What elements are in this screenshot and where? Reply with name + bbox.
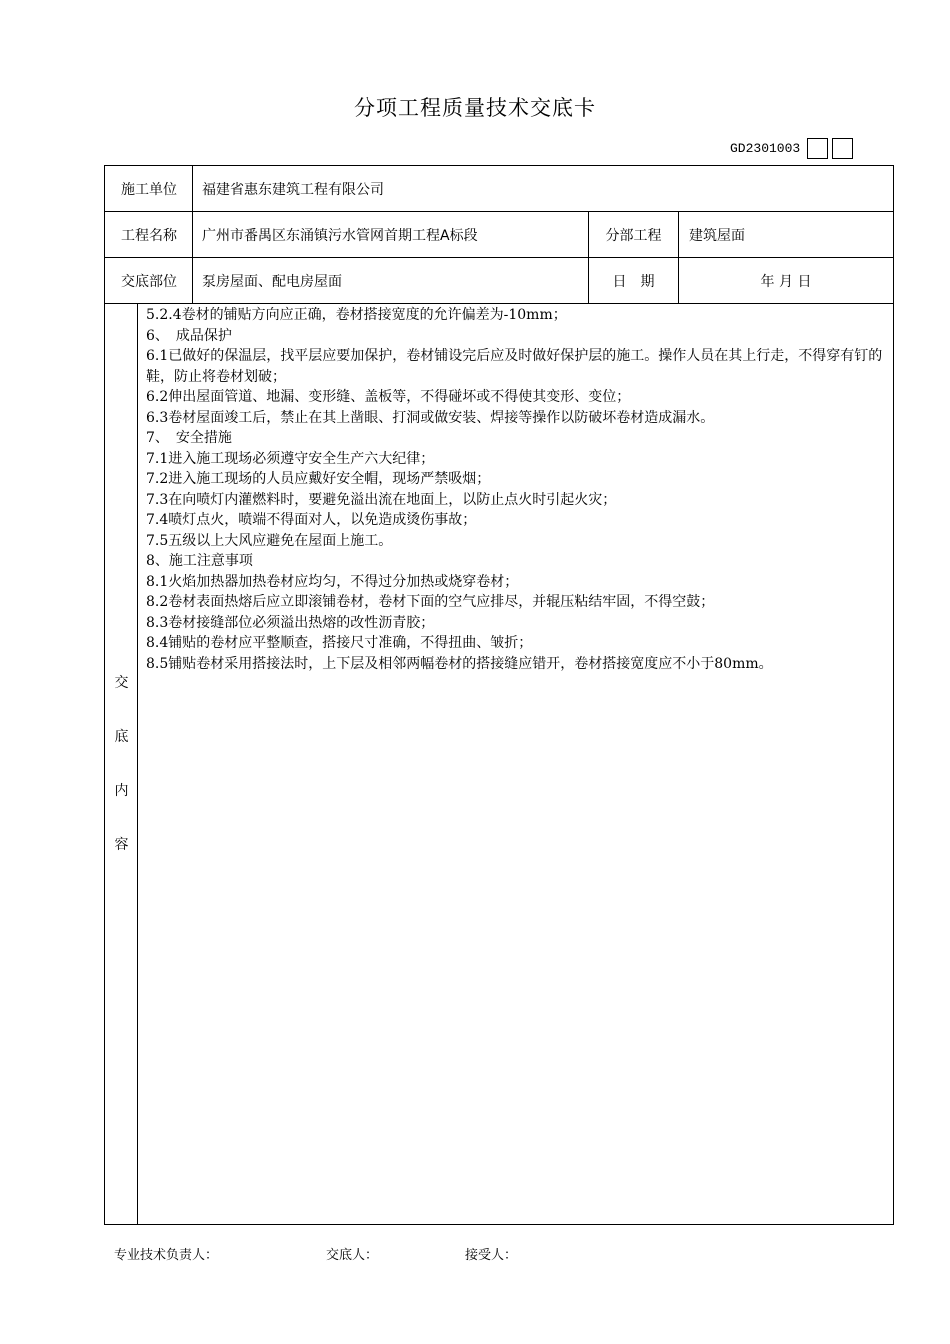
side-label-char: 容: [114, 837, 129, 853]
location-value: 泵房屋面、配电房屋面: [202, 273, 342, 290]
discloser-signature: 交底人：: [326, 1248, 379, 1263]
code-checkbox-1: [807, 138, 828, 159]
content-line: 6、 成品保护: [146, 327, 232, 344]
side-label-char: 底: [114, 729, 129, 745]
side-label-char: 交: [114, 675, 129, 691]
content-line: 7.5五级以上大风应避免在屋面上施工。: [146, 532, 393, 549]
location-label: 交底部位: [121, 273, 177, 290]
sub-project-value: 建筑屋面: [689, 227, 745, 244]
content-line: 8.2卷材表面热熔后应立即滚铺卷材，卷材下面的空气应排尽，并辊压粘结牢固，不得空鼓；: [146, 594, 715, 610]
content-line: 8.5铺贴卷材采用搭接法时，上下层及相邻两幅卷材的搭接缝应错开，卷材搭接宽度应不小于80mm。: [146, 655, 773, 672]
code-checkbox-2: [832, 138, 853, 159]
content-line: 7、 安全措施: [146, 430, 232, 446]
document-code-text: GD2301003: [730, 140, 801, 156]
content-line: 7.4喷灯点火，喷端不得面对人，以免造成烫伤事故；: [146, 512, 477, 528]
disclosure-form: [104, 165, 894, 1225]
content-line: 7.3在向喷灯内灌燃料时，要避免溢出流在地面上，以防止点火时引起火灾；: [146, 491, 617, 508]
date-label: 日 期: [612, 273, 655, 290]
project-label: 工程名称: [121, 227, 177, 244]
page-title: 分项工程质量技术交底卡: [354, 96, 596, 120]
project-value: 广州市番禺区东涌镇污水管网首期工程A标段: [202, 227, 478, 244]
tech-lead-signature: 专业技术负责人：: [114, 1248, 219, 1263]
receiver-signature: 接受人：: [465, 1248, 518, 1263]
content-line: 5.2.4卷材的铺贴方向应正确，卷材搭接宽度的允许偏差为-10mm；: [146, 307, 567, 323]
content-line: 6.2伸出屋面管道、地漏、变形缝、盖板等，不得碰坏或不得使其变形、变位；: [146, 389, 631, 405]
date-value: 年 月 日: [760, 273, 812, 290]
content-line: 6.3卷材屋面竣工后，禁止在其上凿眼、打洞或做安装、焊接等操作以防破坏卷材造成漏水。: [146, 409, 715, 426]
content-line: 7.2进入施工现场的人员应戴好安全帽，现场严禁吸烟；: [146, 471, 491, 487]
content-line: 7.1进入施工现场必须遵守安全生产六大纪律；: [146, 450, 435, 467]
content-line: 8.4铺贴的卷材应平整顺查，搭接尺寸准确，不得扭曲、皱折；: [146, 635, 533, 651]
unit-label: 施工单位: [121, 181, 177, 198]
row-divider: [105, 303, 893, 304]
content-side-label: [105, 304, 138, 1224]
side-label-char: 内: [114, 783, 129, 799]
content-line: 8.3卷材接缝部位必须溢出热熔的改性沥青胶；: [146, 614, 435, 631]
unit-value: 福建省惠东建筑工程有限公司: [202, 181, 384, 198]
content-line: 8、施工注意事项: [146, 553, 253, 569]
content-line: 6.1已做好的保温层，找平层应要加保护，卷材铺设完后应及时做好保护层的施工。操作人员在其上行走，不得穿有钉的鞋，防止将卷材划破；: [146, 348, 883, 385]
disclosure-content: [146, 305, 891, 674]
sub-project-label: 分部工程: [605, 227, 662, 244]
content-line: 8.1火焰加热器加热卷材应均匀，不得过分加热或烧穿卷材；: [146, 573, 519, 590]
document-code: [730, 136, 853, 160]
